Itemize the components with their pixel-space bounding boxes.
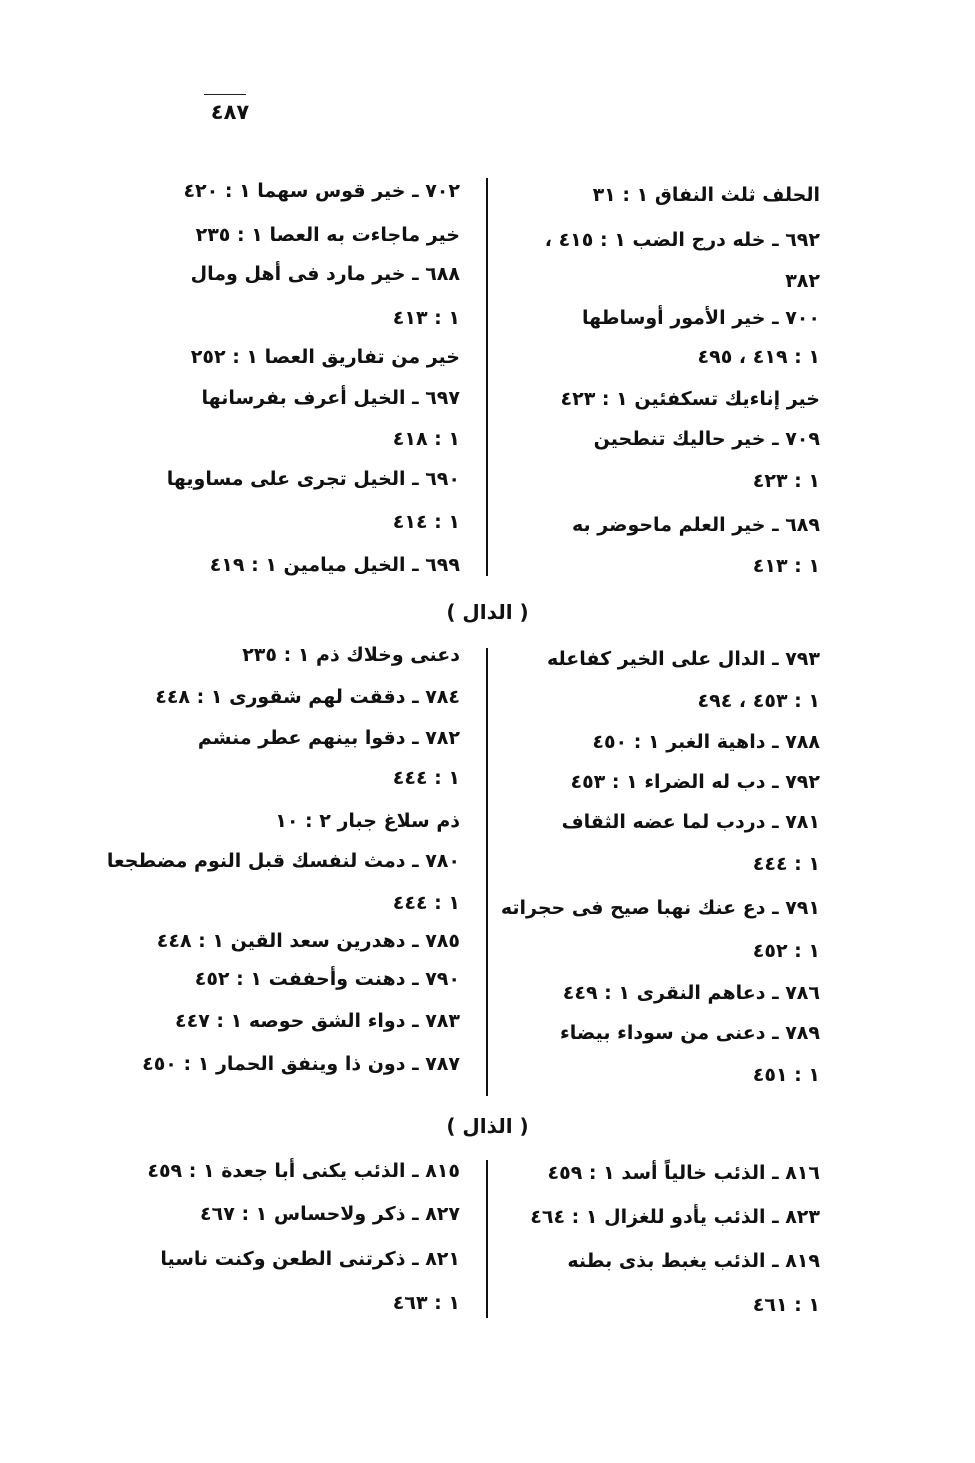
index-entry: ٦٩٢ ـ خله درج الضب ١ : ٤١٥ ، bbox=[544, 229, 820, 251]
index-entry: ٨٢٣ ـ الذئب يأدو للغزال ١ : ٤٦٤ bbox=[530, 1206, 820, 1228]
index-entry: ١ : ٤٦١ bbox=[752, 1294, 820, 1316]
index-entry: ذم سلاغ جبار ٢ : ١٠ bbox=[275, 810, 460, 832]
index-entry: ٧٨٠ ـ دمث لنفسك قبل النوم مضطجعا bbox=[106, 850, 460, 872]
index-entry: ١ : ٤٤٤ bbox=[392, 767, 460, 789]
index-entry: ٧٩١ ـ دع عنك نهبا صيح فى حجراته bbox=[500, 897, 820, 919]
index-entry: ١ : ٤٤٤ bbox=[392, 892, 460, 914]
index-entry: ١ : ٤٥١ bbox=[752, 1064, 820, 1086]
index-entry: ٦٩٩ ـ الخيل ميامين ١ : ٤١٩ bbox=[209, 554, 460, 576]
index-entry: ٧٠٢ ـ خير قوس سهما ١ : ٤٢٠ bbox=[183, 180, 460, 202]
column-divider bbox=[486, 648, 488, 1096]
index-entry: ٨١٦ ـ الذئب خالياً أسد ١ : ٤٥٩ bbox=[547, 1162, 820, 1184]
index-entry: ٧٠٩ ـ خير حاليك تنطحين bbox=[593, 428, 820, 450]
index-entry: ٧٨٢ ـ دقوا بينهم عطر منشم bbox=[197, 727, 460, 749]
index-entry: الحلف ثلث النفاق ١ : ٣١ bbox=[592, 184, 820, 206]
index-entry: ٧٩٠ ـ دهنت وأحففت ١ : ٤٥٢ bbox=[194, 968, 460, 990]
index-entry: ١ : ٤١٤ bbox=[392, 511, 460, 533]
column-divider bbox=[486, 178, 488, 576]
index-entry: ١ : ٤٤٤ bbox=[752, 853, 820, 875]
index-entry: ٨١٥ ـ الذئب يكنى أبا جعدة ١ : ٤٥٩ bbox=[147, 1160, 460, 1182]
index-entry: ٧٨٤ ـ دققت لهم شقورى ١ : ٤٤٨ bbox=[155, 686, 460, 708]
index-entry: ٨٢١ ـ ذكرتنى الطعن وكنت ناسيا bbox=[160, 1248, 460, 1270]
section-heading: ( الذال ) bbox=[446, 1114, 529, 1138]
column-divider bbox=[486, 1160, 488, 1318]
index-entry: ٧٨٦ ـ دعاهم النقرى ١ : ٤٤٩ bbox=[562, 982, 820, 1004]
index-entry: ٣٨٢ bbox=[785, 270, 820, 292]
index-entry: ٦٩٠ ـ الخيل تجرى على مساويها bbox=[166, 468, 460, 490]
index-entry: ٧٨٣ ـ دواء الشق حوصه ١ : ٤٤٧ bbox=[175, 1010, 460, 1032]
index-entry: ٦٨٩ ـ خير العلم ماحوضر به bbox=[572, 514, 820, 536]
index-entry: ١ : ٤١٣ bbox=[752, 555, 820, 577]
index-entry: ٨٢٧ ـ ذكر ولاحساس ١ : ٤٦٧ bbox=[200, 1203, 460, 1225]
index-entry: ١ : ٤١٨ bbox=[392, 428, 460, 450]
index-entry: خير إناءيك تسكفئين ١ : ٤٢٣ bbox=[560, 388, 820, 410]
index-entry: خير من تفاريق العصا ١ : ٢٥٢ bbox=[190, 346, 460, 368]
page-number: ٤٨٧ bbox=[200, 100, 260, 124]
index-entry: ٧٩٣ ـ الدال على الخير كفاعله bbox=[547, 648, 820, 670]
index-entry: ٧٩٢ ـ دب له الضراء ١ : ٤٥٣ bbox=[570, 771, 820, 793]
index-entry: ١ : ٤٢٣ bbox=[752, 470, 820, 492]
index-entry: ١ : ٤٦٣ bbox=[392, 1292, 460, 1314]
index-entry: خير ماجاءت به العصا ١ : ٢٣٥ bbox=[195, 224, 460, 246]
index-entry: ٧٨١ ـ دردب لما عضه الثقاف bbox=[561, 811, 820, 833]
index-entry: ٦٩٧ ـ الخيل أعرف بفرسانها bbox=[201, 387, 460, 409]
index-entry: ٧٨٧ ـ دون ذا وينفق الحمار ١ : ٤٥٠ bbox=[142, 1053, 460, 1075]
index-entry: ٧٠٠ ـ خير الأمور أوساطها bbox=[581, 307, 820, 329]
index-entry: ١ : ٤٥٢ bbox=[752, 940, 820, 962]
index-entry: ٧٨٩ ـ دعنى من سوداء بيضاء bbox=[560, 1022, 820, 1044]
section-heading: ( الدال ) bbox=[446, 600, 529, 624]
index-entry: ١ : ٤٥٣ ، ٤٩٤ bbox=[697, 690, 820, 712]
index-entry: ١ : ٤١٩ ، ٤٩٥ bbox=[697, 346, 820, 368]
index-entry: دعنى وخلاك ذم ١ : ٢٣٥ bbox=[242, 644, 460, 666]
index-entry: ٧٨٥ ـ دهدرين سعد القين ١ : ٤٤٨ bbox=[156, 930, 460, 952]
index-entry: ٧٨٨ ـ داهية الغبر ١ : ٤٥٠ bbox=[592, 731, 820, 753]
index-entry: ٦٨٨ ـ خير مارد فى أهل ومال bbox=[190, 263, 460, 285]
index-entry: ٨١٩ ـ الذئب يغبط بذى بطنه bbox=[567, 1250, 820, 1272]
index-entry: ١ : ٤١٣ bbox=[392, 307, 460, 329]
